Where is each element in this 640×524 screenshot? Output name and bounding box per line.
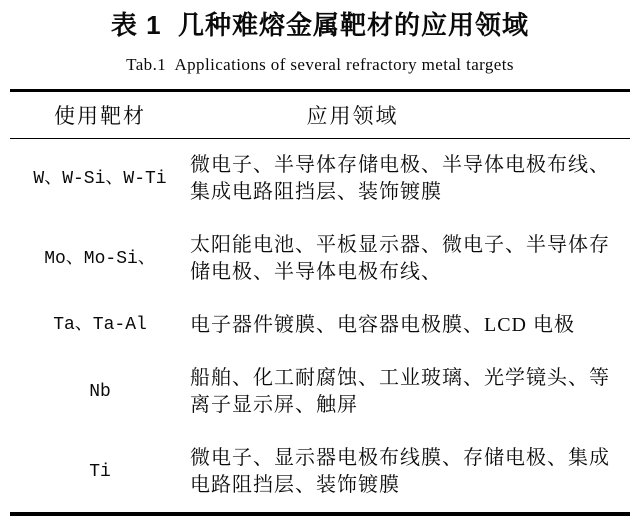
- cell-applications: 船舶、化工耐腐蚀、工业玻璃、光学镜头、等离子显示屏、触屏: [190, 367, 610, 416]
- table-row: [10, 432, 630, 512]
- table-title-en: Tab.1 Applications of several refractory metal targets: [126, 55, 514, 74]
- table-row: [10, 219, 630, 299]
- header-cell-applications: 应用领域: [306, 104, 399, 128]
- cell-target: Nb: [89, 381, 111, 402]
- cell-applications: 微电子、半导体存储电极、半导体电极布线、集成电路阻挡层、装饰镀膜: [190, 154, 610, 203]
- table-row: [10, 139, 630, 219]
- cell-target: W、W-Si、W-Ti: [33, 168, 167, 189]
- table-header-row: [10, 92, 630, 138]
- header-cell-target: 使用靶材: [54, 104, 146, 128]
- cell-applications: 电子器件镀膜、电容器电极膜、LCD 电极: [190, 314, 575, 336]
- cell-target: Mo、Mo-Si、: [44, 248, 156, 269]
- cell-target: Ti: [89, 461, 111, 482]
- table-title-zh: 表 1 几种难熔金属靶材的应用领域: [110, 10, 530, 40]
- cell-target: Ta、Ta-Al: [53, 315, 147, 335]
- table-row: [10, 352, 630, 432]
- cell-applications: 太阳能电池、平板显示器、微电子、半导体存储电极、半导体电极布线、: [190, 234, 610, 283]
- table-row: [10, 299, 630, 352]
- cell-applications: 微电子、显示器电极布线膜、存储电极、集成电路阻挡层、装饰镀膜: [190, 447, 610, 496]
- bottom-rule: [10, 512, 630, 516]
